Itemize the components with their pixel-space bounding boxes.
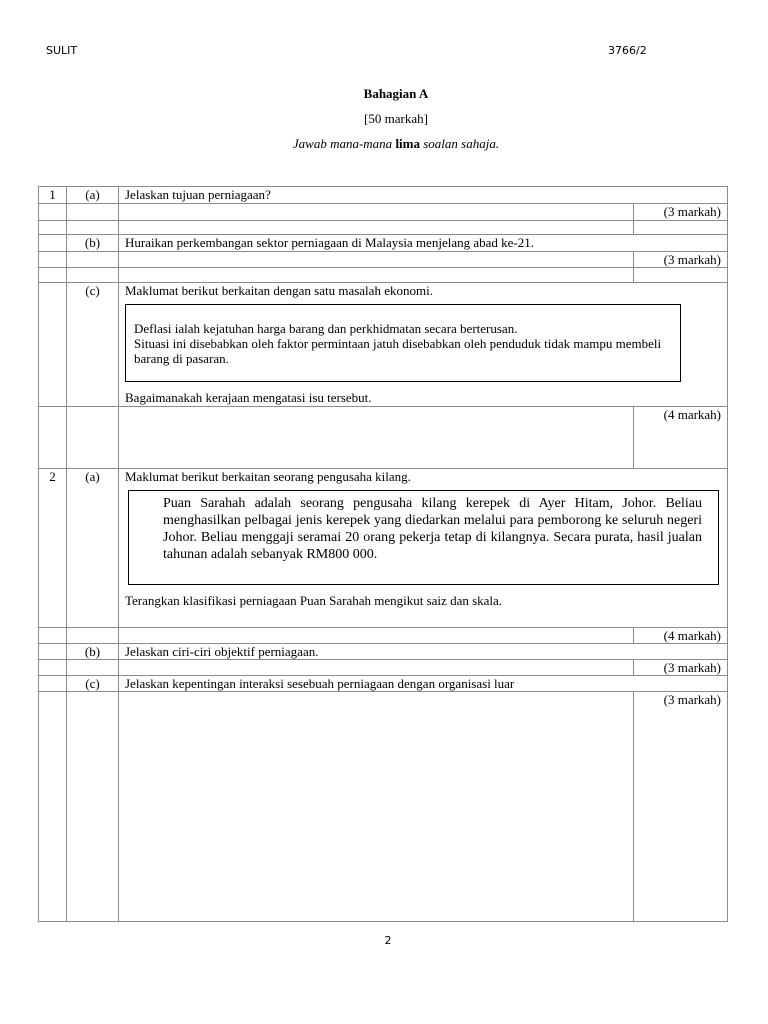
section-total-marks: [50 markah] <box>364 111 428 126</box>
marks-label: (3 markah) <box>634 204 728 221</box>
part-label: (c) <box>67 283 119 407</box>
question-cell <box>119 469 728 628</box>
header-paper-code: 3766/2 <box>608 44 647 57</box>
table-row <box>39 252 728 268</box>
header-classification: SULIT <box>46 44 78 57</box>
section-title: Bahagian A <box>363 86 429 101</box>
instruction-bold: lima <box>395 136 420 151</box>
instruction-suffix: soalan sahaja. <box>423 136 500 151</box>
table-row <box>39 204 728 221</box>
question-text: Bagaimanakah kerajaan mengatasi isu tersebut. <box>125 390 372 405</box>
marks-label: (4 markah) <box>634 407 728 469</box>
info-box-line: Deflasi ialah kejatuhan harga barang dan perkhidmatan secara berterusan. <box>134 321 518 336</box>
table-row <box>39 469 728 628</box>
table-row <box>39 407 728 469</box>
table-row <box>39 692 728 922</box>
info-box: Puan Sarahah adalah seorang pengusaha kilang kerepek di Ayer Hitam, Johor. Beliau menghasilkan pelbagai jenis kerepek yang diedarkan melalui para pemborong ke seluruh negeri Johor. Beliau menggaji seramai 20 orang pekerja tetap di kilangnya. Secara purata, hasil jualan tahunan adalah sebanyak RM800 000. <box>128 490 719 585</box>
marks-label: (3 markah) <box>634 660 728 676</box>
marks-label: (3 markah) <box>634 692 728 922</box>
table-row <box>39 235 728 252</box>
instruction-prefix: Jawab mana-mana <box>292 136 393 151</box>
question-text: Jelaskan ciri-ciri objektif perniagaan. <box>119 644 728 660</box>
part-label: (a) <box>67 187 119 204</box>
marks-label: (4 markah) <box>634 628 728 644</box>
section-instruction <box>0 136 768 152</box>
marks-label: (3 markah) <box>634 252 728 268</box>
page-number: 2 <box>384 934 392 947</box>
question-intro: Maklumat berikut berkaitan seorang pengusaha kilang. <box>125 469 411 484</box>
table-row <box>39 187 728 204</box>
question-text: Jelaskan tujuan perniagaan? <box>119 187 728 204</box>
info-box-line: Situasi ini disebabkan oleh faktor permintaan jatuh disebabkan oleh penduduk tidak mampu membeli barang di pasaran. <box>134 336 662 366</box>
question-intro: Maklumat berikut berkaitan dengan satu masalah ekonomi. <box>125 283 433 298</box>
table-row <box>39 644 728 660</box>
question-number: 1 <box>39 187 67 204</box>
part-label: (b) <box>67 644 119 660</box>
question-cell <box>119 283 728 407</box>
question-text: Jelaskan kepentingan interaksi sesebuah perniagaan dengan organisasi luar <box>119 676 728 692</box>
part-label: (c) <box>67 676 119 692</box>
table-row <box>39 676 728 692</box>
table-row <box>39 268 728 283</box>
table-row <box>39 660 728 676</box>
question-table <box>38 186 728 922</box>
table-row <box>39 628 728 644</box>
table-row <box>39 283 728 407</box>
question-text: Terangkan klasifikasi perniagaan Puan Sarahah mengikut saiz dan skala. <box>125 593 503 608</box>
part-label: (a) <box>67 469 119 628</box>
question-text: Huraikan perkembangan sektor perniagaan di Malaysia menjelang abad ke-21. <box>119 235 728 252</box>
question-number: 2 <box>39 469 67 628</box>
part-label: (b) <box>67 235 119 252</box>
table-row <box>39 221 728 235</box>
answer-space <box>119 692 634 922</box>
info-box <box>125 304 681 382</box>
